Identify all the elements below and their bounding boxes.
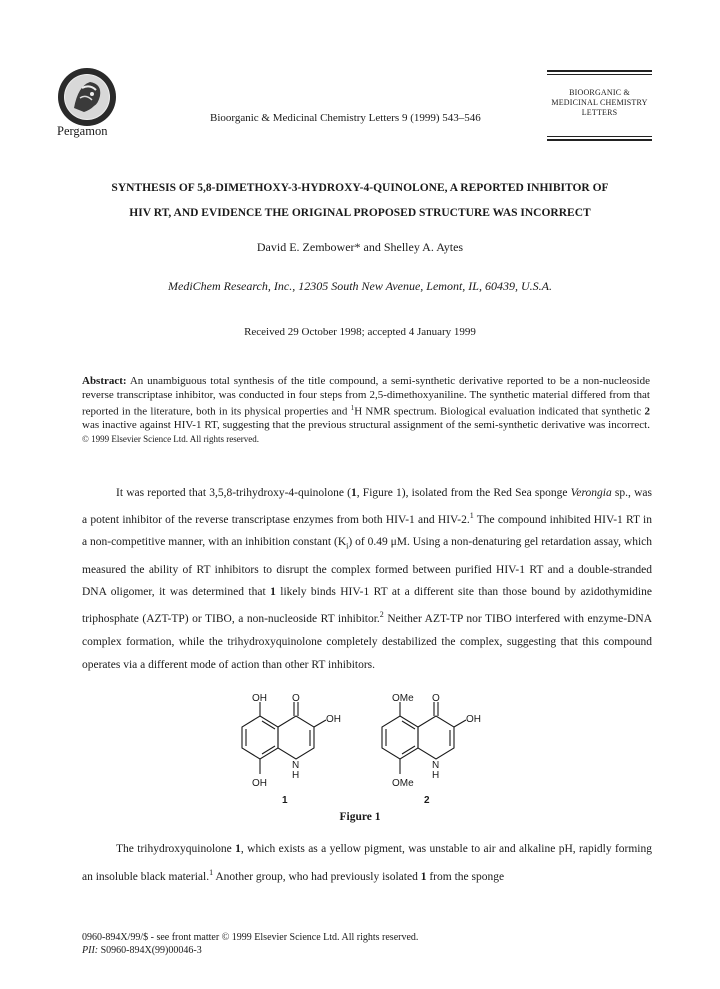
pii-value: S0960-894X(99)00046-3	[98, 945, 202, 956]
compound-2-top-substituent: OMe	[392, 693, 414, 704]
text: Another group, who had previously isolated	[213, 870, 421, 883]
compound-2-side-substituent: OH	[466, 714, 481, 725]
journal-name-line: BIOORGANIC &	[569, 88, 630, 97]
abstract-label: Abstract:	[82, 375, 127, 387]
body-paragraph	[82, 482, 652, 676]
affiliation: MediChem Research, Inc., 12305 South New Avenue, Lemont, IL, 60439, U.S.A.	[168, 279, 552, 293]
footer-pii	[82, 944, 418, 957]
text: The compound inhibited HIV-1 RT in a non-competitive manner, with an inhibition constant (K	[82, 513, 652, 549]
compound-1-label: 1	[282, 795, 288, 806]
subscript: i	[346, 541, 349, 551]
reference-marker: 1	[209, 868, 214, 877]
figure-caption: Figure 1	[339, 811, 381, 823]
abstract	[82, 375, 650, 447]
journal-name-line: MEDICINAL CHEMISTRY	[551, 98, 648, 107]
compound-ref: 1	[270, 586, 276, 599]
text: The trihydroxyquinolone	[116, 843, 236, 855]
structure-compound-1	[242, 702, 326, 774]
text: Neither AZT-TP nor TIBO interfered with enzyme-DNA complex formation, while the trihydroxyquinolone completely destabilized the complex, suggesting that this compound operates via a different mode of action than other RT inhibitors.	[82, 612, 652, 671]
body-paragraph	[82, 838, 652, 889]
pii-label: PII:	[82, 945, 99, 956]
logo-engraving	[64, 74, 110, 120]
compound-1-top-substituent: OH	[252, 693, 267, 704]
text: , which exists as a yellow pigment, was unstable to air and alkaline pH, rapidly forming an insoluble black material.	[82, 843, 652, 883]
title-line: HIV RT, AND EVIDENCE THE ORIGINAL PROPOSED STRUCTURE WAS INCORRECT	[129, 207, 591, 219]
compound-2-label: 2	[424, 795, 430, 806]
text: ) of 0.49 μM. Using a non-denaturing gel retardation assay, which measured the ability of RT inhibitors to disrupt the complex formed between purified HIV-1 RT and a double-stranded DNA oligomer, it was determined that	[82, 536, 652, 599]
compound-1-carbonyl: O	[292, 693, 300, 704]
reference-marker: 1	[469, 510, 474, 520]
reference-marker: 2	[379, 610, 384, 620]
text: It was reported that 3,5,8-trihydroxy-4-quinolone (	[116, 487, 351, 499]
journal-citation: Bioorganic & Medicinal Chemistry Letters 9 (1999) 543–546	[210, 112, 481, 124]
compound-1-side-substituent: OH	[326, 714, 341, 725]
compound-1-nh-h: H	[292, 770, 300, 781]
received-dates: Received 29 October 1998; accepted 4 January 1999	[244, 326, 476, 338]
page-footer	[82, 931, 418, 957]
compound-ref: 1	[235, 843, 241, 855]
abstract-text: was inactive against HIV-1 RT, suggesting that the previous structural assignment of the semi-synthetic derivative was incorrect.	[82, 419, 650, 432]
genus-name: Verongia	[570, 487, 612, 499]
nmr-superscript: 1	[350, 404, 355, 413]
authors: David E. Zembower* and Shelley A. Aytes	[256, 240, 464, 254]
publisher-logo	[58, 68, 116, 126]
structure-compound-2	[382, 702, 466, 774]
abstract-text: H NMR spectrum. Biological evaluation indicated that synthetic	[354, 405, 645, 418]
footer-copyright: 0960-894X/99/$ - see front matter © 1999 Elsevier Science Ltd. All rights reserved.	[82, 932, 419, 943]
journal-name-line: LETTERS	[581, 108, 618, 117]
title-line: SYNTHESIS OF 5,8-DIMETHOXY-3-HYDROXY-4-QUINOLONE, A REPORTED INHIBITOR OF	[111, 182, 609, 194]
header-rule-top	[547, 70, 652, 72]
compound-ref: 1	[420, 870, 427, 883]
compound-2-nh-n: N	[432, 760, 440, 771]
article-title	[70, 176, 650, 226]
journal-name	[547, 88, 652, 118]
compound-2-nh-h: H	[432, 770, 440, 781]
text: , Figure 1), isolated from the Red Sea sponge	[356, 487, 571, 499]
publisher-name: Pergamon	[57, 124, 108, 138]
compound-ref: 1	[351, 487, 357, 499]
header-rule-top-thin	[547, 74, 652, 75]
text: from the sponge	[426, 870, 505, 883]
compound-2-bottom-substituent: OMe	[392, 778, 414, 789]
header-rule-bottom-thin	[547, 136, 652, 137]
text: sp., was a potent inhibitor of the reverse transcriptase enzymes from both HIV-1 and HIV-2.	[82, 487, 652, 526]
compound-ref: 2	[644, 405, 651, 418]
figure-1-structures	[220, 690, 520, 810]
compound-1-bottom-substituent: OH	[252, 778, 267, 789]
text: likely binds HIV-1 RT at a different site than those bound by azidothymidine triphosphate (AZT-TP) or TIBO, a non-nucleoside RT inhibitor.	[82, 586, 652, 625]
compound-2-carbonyl: O	[432, 693, 440, 704]
abstract-copyright: © 1999 Elsevier Science Ltd. All rights reserved.	[82, 434, 260, 445]
compound-1-nh-n: N	[292, 760, 300, 771]
header-rule-bottom	[547, 139, 652, 141]
abstract-text: An unambiguous total synthesis of the title compound, a semi-synthetic derivative reported to be a non-nucleoside reverse transcriptase inhibitor, was conducted in four steps from 2,5-dimethoxyaniline. The synthetic material differed from that reported in the literature, both in its physical properties and	[82, 375, 650, 418]
